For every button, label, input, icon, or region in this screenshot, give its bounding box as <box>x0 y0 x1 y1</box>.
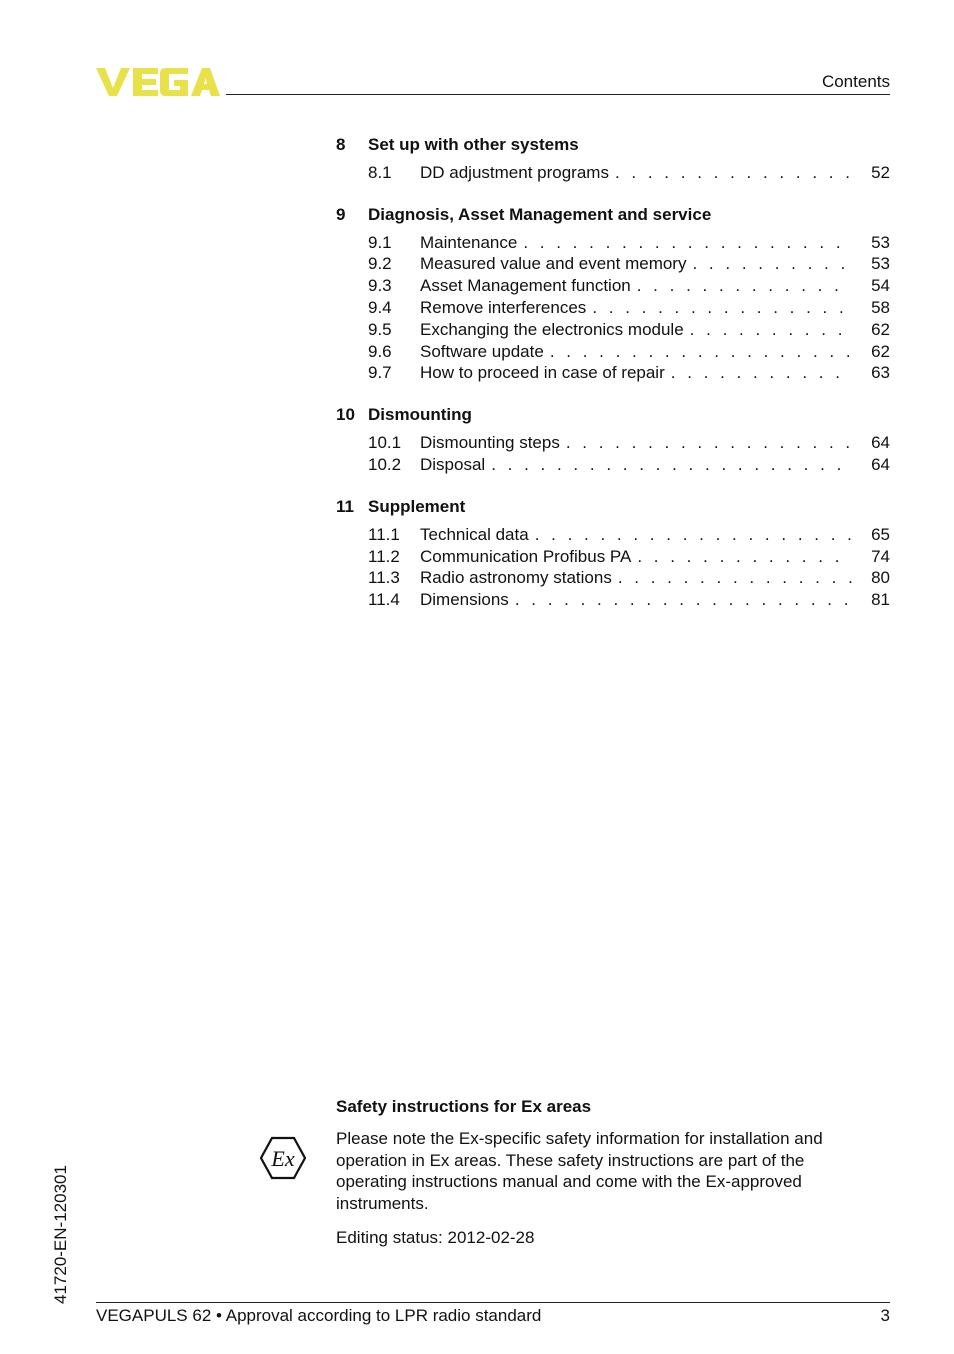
svg-text:Ex: Ex <box>271 1146 295 1171</box>
entry-page: 64 <box>871 455 890 475</box>
toc-entry[interactable] <box>336 363 890 385</box>
chapter-heading[interactable] <box>336 133 890 157</box>
toc-entry[interactable] <box>336 297 890 319</box>
entry-number: 8.1 <box>368 162 392 182</box>
dot-leader <box>560 433 852 453</box>
entry-page: 65 <box>871 524 890 544</box>
vega-logo <box>96 66 220 98</box>
entry-label: Maintenance <box>420 232 518 252</box>
entry-number: 9.2 <box>368 254 392 274</box>
entry-number: 9.3 <box>368 276 392 296</box>
toc-entry[interactable] <box>336 432 890 454</box>
safety-section <box>336 1096 866 1249</box>
entry-number: 11.2 <box>368 546 400 566</box>
toc-entry[interactable] <box>336 589 890 611</box>
dot-leader <box>631 276 852 296</box>
chapter-heading[interactable] <box>336 203 890 227</box>
dot-leader <box>609 163 852 183</box>
entry-label: Software update <box>420 341 544 361</box>
entry-number: 11.3 <box>368 568 400 588</box>
dot-leader <box>612 568 852 588</box>
entry-page: 53 <box>871 232 890 252</box>
entry-label: How to proceed in case of repair <box>420 363 665 383</box>
toc-entry[interactable] <box>336 275 890 297</box>
entry-number: 9.1 <box>368 232 392 252</box>
entry-number: 11.4 <box>368 590 400 610</box>
section-title: Contents <box>821 72 890 91</box>
toc-entry[interactable] <box>336 524 890 546</box>
entry-label: DD adjustment programs <box>420 162 609 182</box>
safety-title: Safety instructions for Ex areas <box>336 1097 592 1116</box>
header-rule <box>226 94 890 95</box>
entry-label: Communication Profibus PA <box>420 546 632 566</box>
entry-label: Asset Management function <box>420 276 631 296</box>
entry-number: 9.4 <box>368 298 392 318</box>
dot-leader <box>485 455 852 475</box>
chapter-title: Supplement <box>368 496 466 516</box>
toc-entry[interactable] <box>336 254 890 276</box>
chapter-heading[interactable] <box>336 495 890 519</box>
safety-body: Please note the Ex-specific safety information for installation and operation in Ex areas. These safety instructions are part of the operating instructions manual and come with the Ex-approved instruments. <box>336 1128 823 1214</box>
table-of-contents <box>336 133 890 630</box>
entry-page: 80 <box>871 568 890 588</box>
entry-label: Disposal <box>420 455 486 475</box>
entry-page: 81 <box>871 590 890 610</box>
chapter-title: Dismounting <box>368 405 472 425</box>
toc-entry[interactable] <box>336 546 890 568</box>
entry-number: 10.1 <box>368 433 402 453</box>
toc-entry[interactable] <box>336 319 890 341</box>
toc-chapter <box>336 203 890 385</box>
entry-label: Technical data <box>420 524 529 544</box>
editing-status: Editing status: 2012-02-28 <box>336 1227 535 1247</box>
ex-icon <box>260 1136 306 1180</box>
dot-leader <box>665 363 852 383</box>
footer-rule <box>96 1302 890 1303</box>
entry-page: 62 <box>871 341 890 361</box>
entry-label: Measured value and event memory <box>420 254 687 274</box>
dot-leader <box>586 298 852 318</box>
dot-leader <box>686 254 852 274</box>
entry-page: 64 <box>871 433 890 453</box>
entry-label: Radio astronomy stations <box>420 568 612 588</box>
entry-page: 62 <box>871 319 890 339</box>
footer-title: VEGAPULS 62 • Approval according to LPR radio standard <box>96 1306 542 1325</box>
entry-page: 52 <box>871 162 890 182</box>
entry-label: Dismounting steps <box>420 433 560 453</box>
chapter-number: 10 <box>336 405 355 425</box>
toc-entry[interactable] <box>336 341 890 363</box>
entry-page: 58 <box>871 298 890 318</box>
entry-label: Dimensions <box>420 590 509 610</box>
entry-number: 11.1 <box>368 524 400 544</box>
toc-entry[interactable] <box>336 232 890 254</box>
chapter-heading[interactable] <box>336 403 890 427</box>
toc-chapter <box>336 133 890 184</box>
document-code: 41720-EN-120301 <box>51 1165 70 1304</box>
dot-leader <box>631 547 852 567</box>
entry-number: 10.2 <box>368 455 402 475</box>
dot-leader <box>544 342 852 362</box>
toc-chapter <box>336 495 890 611</box>
entry-page: 63 <box>871 363 890 383</box>
page-number: 3 <box>880 1306 890 1325</box>
entry-label: Exchanging the electronics module <box>420 319 684 339</box>
toc-entry[interactable] <box>336 162 890 184</box>
dot-leader <box>684 320 852 340</box>
entry-label: Remove interferences <box>420 298 587 318</box>
entry-page: 74 <box>871 546 890 566</box>
chapter-number: 9 <box>336 204 346 224</box>
chapter-title: Set up with other systems <box>368 135 579 154</box>
toc-chapter <box>336 403 890 476</box>
chapter-number: 8 <box>336 135 346 154</box>
entry-page: 54 <box>871 276 890 296</box>
dot-leader <box>509 590 852 610</box>
dot-leader <box>529 525 852 545</box>
entry-number: 9.5 <box>368 319 392 339</box>
chapter-number: 11 <box>336 496 354 516</box>
entry-number: 9.7 <box>368 363 392 383</box>
toc-entry[interactable] <box>336 454 890 476</box>
toc-entry[interactable] <box>336 568 890 590</box>
chapter-title: Diagnosis, Asset Management and service <box>368 204 712 224</box>
entry-page: 53 <box>871 254 890 274</box>
dot-leader <box>517 233 852 253</box>
entry-number: 9.6 <box>368 341 392 361</box>
